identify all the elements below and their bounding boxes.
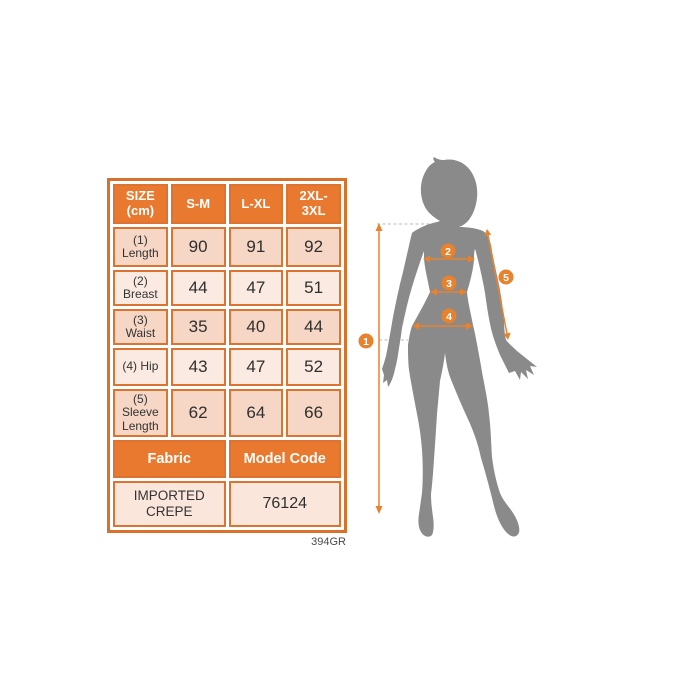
- image-code-note: 394GR: [311, 536, 346, 548]
- marker-3-label: 3: [446, 278, 452, 290]
- model-code-header-cell: Model Code: [229, 440, 342, 478]
- size-value-cell: 66: [286, 389, 341, 437]
- marker-3: [442, 276, 457, 291]
- marker-5-label: 5: [503, 272, 509, 284]
- row-label: (1) Length: [113, 227, 168, 267]
- size-value-cell: 40: [229, 309, 284, 345]
- size-value-cell: 44: [286, 309, 341, 345]
- model-code-value-cell: 76124: [229, 481, 342, 527]
- marker-1: [359, 334, 374, 349]
- row-label: (2) Breast: [113, 270, 168, 306]
- marker-4-label: 4: [446, 311, 452, 323]
- table-row-breast: [113, 270, 341, 306]
- marker-2-label: 2: [445, 246, 451, 258]
- marker-2: [441, 244, 456, 259]
- size-value-cell: 44: [171, 270, 226, 306]
- size-figure-svg: [340, 140, 560, 560]
- table-row-length: [113, 227, 341, 267]
- size-table-block: [107, 178, 347, 548]
- column-header-lxl: L-XL: [229, 184, 284, 224]
- marker-1-label: 1: [363, 336, 369, 348]
- fabric-value-cell: IMPORTED CREPE: [113, 481, 226, 527]
- table-row-waist: [113, 309, 341, 345]
- size-value-cell: 47: [229, 270, 284, 306]
- size-unit-header-cell: SIZE (cm): [113, 184, 168, 224]
- fabric-header-cell: Fabric: [113, 440, 226, 478]
- row-label: (4) Hip: [113, 348, 168, 386]
- size-value-cell: 52: [286, 348, 341, 386]
- column-header-sm: S-M: [171, 184, 226, 224]
- size-value-cell: 51: [286, 270, 341, 306]
- marker-4: [442, 309, 457, 324]
- size-value-cell: 92: [286, 227, 341, 267]
- marker-5: [499, 270, 514, 285]
- size-value-cell: 64: [229, 389, 284, 437]
- size-value-cell: 91: [229, 227, 284, 267]
- column-header-2xl3xl: 2XL-3XL: [286, 184, 341, 224]
- size-value-cell: 35: [171, 309, 226, 345]
- measurement-figure: [340, 140, 560, 560]
- size-value-cell: 90: [171, 227, 226, 267]
- size-table-header-row: [113, 184, 341, 224]
- size-value-cell: 47: [229, 348, 284, 386]
- length-arrow: [376, 223, 383, 514]
- info-value-row: [113, 481, 341, 527]
- info-header-row: [113, 440, 341, 478]
- size-value-cell: 43: [171, 348, 226, 386]
- row-label: (5) Sleeve Length: [113, 389, 168, 437]
- size-table: [107, 178, 347, 533]
- female-silhouette: [382, 157, 537, 537]
- table-row-sleeve-length: [113, 389, 341, 437]
- size-value-cell: 62: [171, 389, 226, 437]
- row-label: (3) Waist: [113, 309, 168, 345]
- table-row-hip: [113, 348, 341, 386]
